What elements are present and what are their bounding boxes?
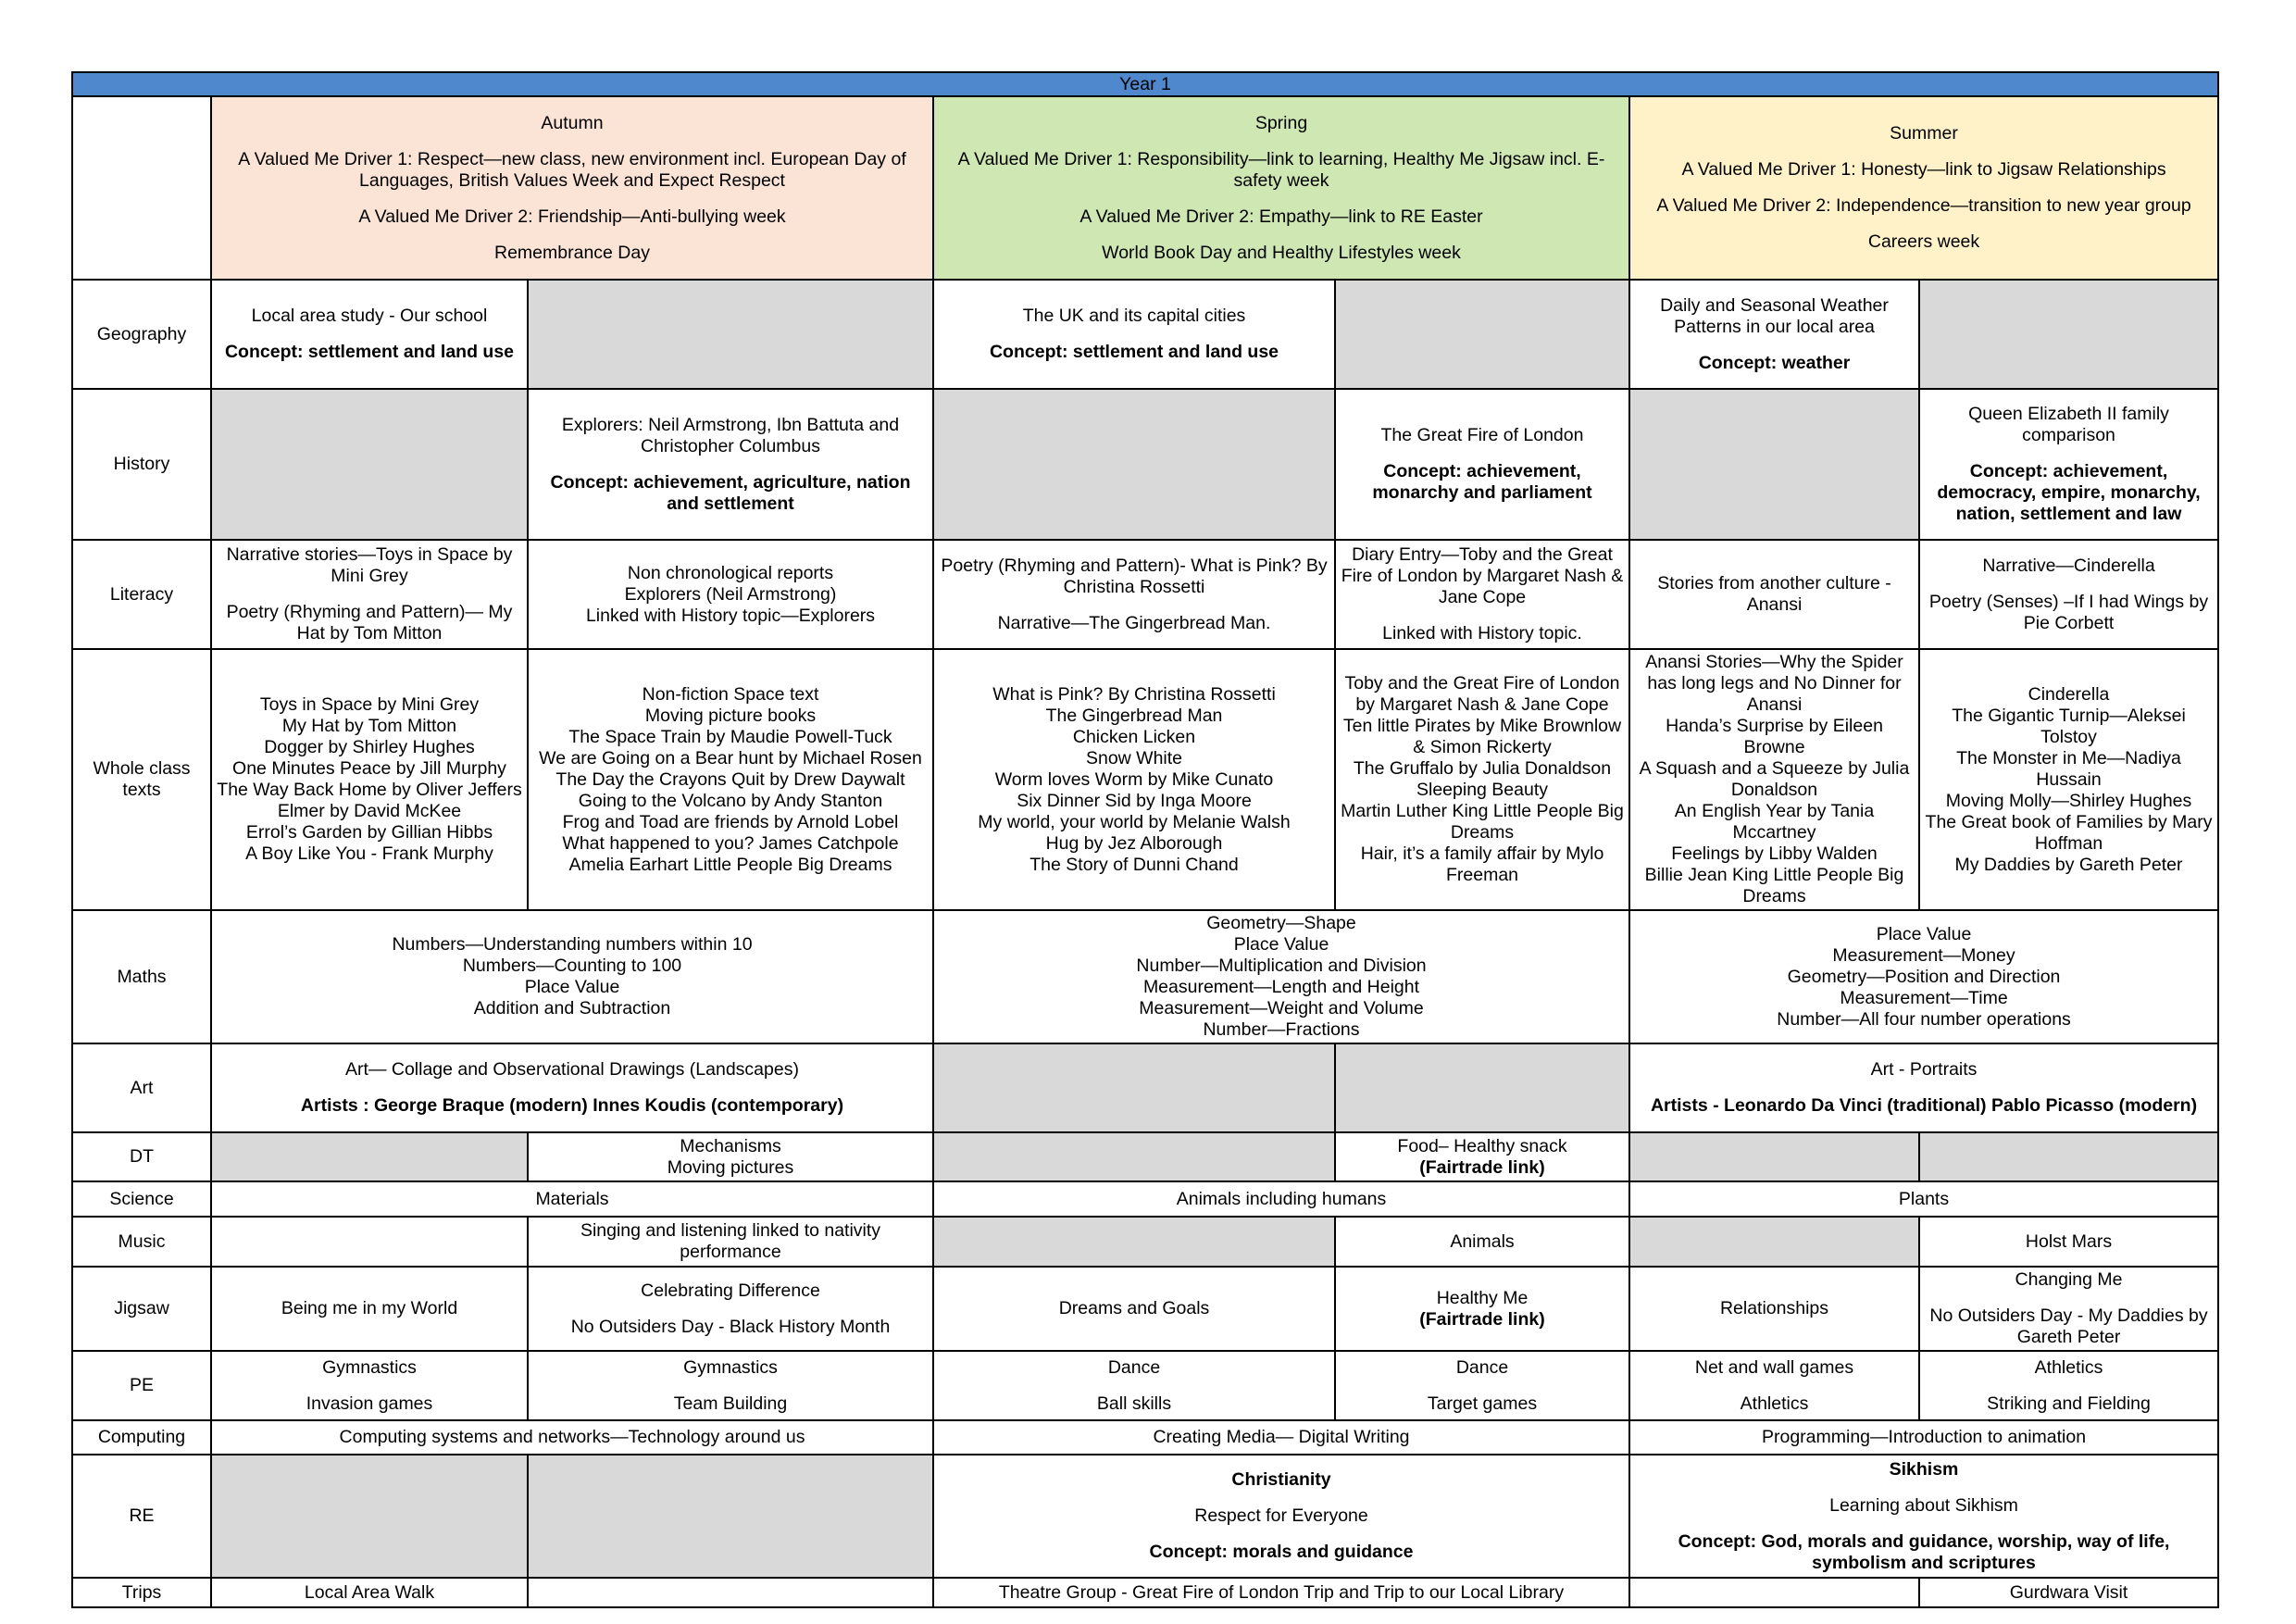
term-line: Careers week [1867,231,1980,252]
maths-spring [933,910,1629,1043]
book-title: My Hat by Tom Mitton [281,716,457,736]
concept-text: Concept: God, morals and guidance, worship, way of life, symbolism and scriptures [1678,1530,2170,1573]
curriculum-table [71,71,2219,1608]
literacy-autumn2 [528,540,933,649]
book-title: The Gingerbread Man [1045,705,1223,726]
term-line: A Valued Me Driver 1: Respect—new class, new environment incl. European Day of Languages, British Values Week and Expect Respect [238,148,906,191]
geography-row [72,280,2218,389]
book-title: What is Pink? By Christina Rossetti [992,683,1276,705]
literacy-row [72,540,2218,649]
texts-summer2 [1919,649,2218,910]
book-title: Billie Jean King Little People Big Dreams [1644,865,1904,906]
term-line: World Book Day and Healthy Lifestyles week [1102,242,1461,263]
cell-line: Measurement—Weight and Volume [1139,998,1424,1018]
re-title: Sikhism [1889,1458,1959,1480]
book-title: An English Year by Tania Mccartney [1674,801,1875,843]
cell-text: Linked with History topic. [1382,623,1582,643]
cell-line: Numbers—Understanding numbers within 10 [392,934,753,955]
cell-text: Narrative—Cinderella [1982,555,2155,576]
empty-cell [1629,1132,1919,1181]
science-row [72,1181,2218,1217]
empty-cell [528,280,933,389]
cell-text: Learning about Sikhism [1829,1494,2018,1516]
geography-autumn1 [211,280,528,389]
empty-cell [933,1132,1335,1181]
cell-line: Place Value [1876,923,1972,944]
empty-cell [1629,1217,1919,1267]
cell-text: Diary Entry—Toby and the Great Fire of London by Margaret Nash & Jane Cope [1341,544,1624,607]
row-label: History [72,389,211,540]
row-label: DT [72,1132,211,1181]
book-title: Hug by Jez Alborough [1045,832,1223,854]
cell-text: Queen Elizabeth II family comparison [1968,404,2169,445]
book-title: Non-fiction Space text [642,683,819,705]
cell-text: Dance [1455,1356,1509,1378]
row-label: Jigsaw [72,1267,211,1351]
re-spring [933,1455,1629,1578]
dt-spring2 [1335,1132,1629,1181]
dt-autumn2 [528,1132,933,1181]
literacy-spring1 [933,540,1335,649]
cell-text: Striking and Fielding [1987,1393,2151,1414]
cell-text: Target games [1427,1393,1538,1414]
row-label: Literacy [72,540,211,649]
book-title: Toys in Space by Mini Grey [259,694,480,715]
jigsaw-summer1: Relationships [1629,1267,1919,1351]
re-title: Christianity [1231,1469,1331,1490]
computing-summer: Programming—Introduction to animation [1629,1420,2218,1455]
book-title: Snow White [1085,747,1183,768]
term-header-row [72,96,2218,280]
science-spring: Animals including humans [933,1181,1629,1217]
cell-line: Place Value [1233,934,1329,955]
book-title: One Minutes Peace by Jill Murphy [232,758,506,779]
cell-text: Dance [1107,1356,1161,1378]
book-title: Hair, it’s a family affair by Mylo Freeman [1360,843,1604,885]
pe-spring1 [933,1351,1335,1420]
science-summer: Plants [1629,1181,2218,1217]
corner-cell [72,96,211,280]
cell-text: Net and wall games [1694,1356,1854,1378]
term-line: A Valued Me Driver 1: Honesty—link to Jigsaw Relationships [1681,159,2166,180]
cell-line: Explorers (Neil Armstrong) [624,583,837,605]
empty-cell [211,1455,528,1578]
empty-cell [1629,389,1919,540]
book-title: Frog and Toad are friends by Arnold Lobel [562,811,899,832]
texts-spring1 [933,649,1335,910]
row-label: Music [72,1217,211,1267]
row-label: PE [72,1351,211,1420]
term-line: A Valued Me Driver 1: Responsibility—link to learning, Healthy Me Jigsaw incl. E-safety week [957,148,1605,191]
literacy-summer2 [1919,540,2218,649]
concept-text: Concept: morals and guidance [1149,1542,1414,1562]
artists-text: Artists : George Braque (modern) Innes Koudis (contemporary) [300,1095,844,1116]
empty-cell [1919,280,2218,389]
cell-text: The UK and its capital cities [1022,306,1246,326]
cell-text: Stories from another culture - Anansi [1657,573,1891,615]
cell-text: Gymnastics [683,1356,778,1378]
empty-cell [1629,1578,1919,1607]
concept-text: Concept: settlement and land use [224,342,515,362]
book-title: The Story of Dunni Chand [1029,854,1239,875]
texts-summer1 [1629,649,1919,910]
literacy-spring2 [1335,540,1629,649]
pe-autumn2 [528,1351,933,1420]
row-label: Computing [72,1420,211,1455]
music-autumn2: Singing and listening linked to nativity performance [528,1217,933,1267]
cell-line: Number—Fractions [1203,1019,1360,1040]
cell-text: Local area study - Our school [251,306,488,326]
cell-text: Poetry (Rhyming and Pattern)— My Hat by Tom Mitton [226,602,513,643]
cell-line: Geometry—Position and Direction [1787,966,2061,987]
history-spring2 [1335,389,1629,540]
cell-text: Gymnastics [322,1356,417,1378]
cell-text: No Outsiders Day - My Daddies by Gareth Peter [1929,1305,2208,1347]
geography-spring1 [933,280,1335,389]
cell-line: Healthy Me [1436,1287,1529,1308]
book-title: The Day the Crayons Quit by Drew Daywalt [555,768,905,790]
book-title: Anansi Stories—Why the Spider has long legs and No Dinner for Anansi [1645,652,1903,715]
book-title: Martin Luther King Little People Big Dreams [1341,801,1624,843]
concept-text: Concept: weather [1698,352,1851,373]
book-title: Worm loves Worm by Mike Cunato [994,768,1274,790]
term-line: Remembrance Day [494,242,650,263]
fairtrade-note: (Fairtrade link) [1419,1308,1545,1330]
term-line: A Valued Me Driver 2: Friendship—Anti-bullying week [358,206,786,227]
concept-text: Concept: achievement, democracy, empire, monarchy, nation, settlement and law [1937,461,2201,524]
book-title: My Daddies by Gareth Peter [1954,854,2183,875]
texts-autumn1 [211,649,528,910]
cell-text: Athletics [1740,1393,1809,1414]
fairtrade-note: (Fairtrade link) [1419,1156,1545,1178]
cell-text: Changing Me [2015,1269,2123,1290]
pe-spring2 [1335,1351,1629,1420]
empty-cell [1335,280,1629,389]
row-label: Trips [72,1578,211,1607]
re-row [72,1455,2218,1578]
literacy-autumn1 [211,540,528,649]
row-label: Geography [72,280,211,389]
jigsaw-autumn2 [528,1267,933,1351]
cell-line: Food– Healthy snack [1397,1135,1567,1156]
book-title: Six Dinner Sid by Inga Moore [1017,790,1252,811]
year-title: Year 1 [72,72,2218,96]
book-title: The Monster in Me—Nadiya Hussain [1956,747,2181,790]
book-title: Cinderella [2028,683,2110,705]
trips-summer2: Gurdwara Visit [1919,1578,2218,1607]
cell-text: Art - Portraits [1870,1059,1978,1080]
cell-line: Measurement—Time [1840,987,2008,1008]
computing-spring: Creating Media— Digital Writing [933,1420,1629,1455]
cell-text: Narrative—The Gingerbread Man. [997,612,1271,633]
empty-cell [933,389,1335,540]
re-summer [1629,1455,2218,1578]
jigsaw-spring1: Dreams and Goals [933,1267,1335,1351]
music-summer2: Holst Mars [1919,1217,2218,1267]
term-name: Spring [1254,112,1308,133]
music-row [72,1217,2218,1267]
empty-cell [528,1455,933,1578]
cell-text: Ball skills [1096,1393,1172,1414]
book-title: Going to the Volcano by Andy Stanton [578,790,883,811]
science-autumn: Materials [211,1181,933,1217]
term-name: Summer [1890,123,1958,144]
texts-autumn2 [528,649,933,910]
cell-line: Number—All four number operations [1777,1008,2071,1030]
maths-summer [1629,910,2218,1043]
empty-cell [1335,1043,1629,1132]
dt-row [72,1132,2218,1181]
cell-text: Athletics [2034,1356,2103,1378]
book-title: Ten little Pirates by Mike Brownlow & Simon Rickerty [1342,716,1622,757]
empty-cell [1919,1132,2218,1181]
row-label: RE [72,1455,211,1578]
pe-summer1 [1629,1351,1919,1420]
trips-row [72,1578,2218,1607]
book-title: Elmer by David McKee [277,801,462,821]
term-spring [933,96,1629,280]
maths-autumn [211,910,933,1043]
jigsaw-autumn1: Being me in my World [211,1267,528,1351]
pe-summer2 [1919,1351,2218,1420]
cell-line: Geometry—Shape [1206,913,1356,933]
geography-summer1 [1629,280,1919,389]
cell-line: Moving pictures [667,1156,794,1178]
book-title: Errol’s Garden by Gillian Hibbs [245,822,493,843]
cell-line: Mechanisms [680,1135,781,1156]
computing-autumn: Computing systems and networks—Technology around us [211,1420,933,1455]
empty-cell [211,1217,528,1267]
cell-line: Measurement—Money [1832,944,2015,966]
concept-text: Concept: achievement, agriculture, nation and settlement [550,471,911,514]
book-title: Handa’s Surprise by Eileen Browne [1666,716,1883,757]
cell-text: Narrative stories—Toys in Space by Mini Grey [226,544,513,586]
cell-text: Invasion games [306,1393,433,1414]
cell-line: Place Value [524,977,620,997]
artists-text: Artists - Leonardo Da Vinci (traditional) Pablo Picasso (modern) [1650,1095,2198,1116]
row-label: Art [72,1043,211,1132]
empty-cell [933,1217,1335,1267]
history-row [72,389,2218,540]
book-title: Toby and the Great Fire of London by Margaret Nash & Jane Cope [1344,673,1620,715]
book-title: Moving Molly—Shirley Hughes [1945,790,2192,811]
cell-text: Team Building [673,1393,788,1414]
book-title: Dogger by Shirley Hughes [264,737,475,757]
cell-line: Non chronological reports [627,562,834,583]
cell-text: Explorers: Neil Armstrong, Ibn Battuta and Christopher Columbus [561,414,900,456]
trips-spring: Theatre Group - Great Fire of London Trip and Trip to our Local Library [933,1578,1629,1607]
year-header-row [72,72,2218,96]
texts-spring2 [1335,649,1629,910]
row-label: Whole class texts [72,649,211,910]
jigsaw-spring2 [1335,1267,1629,1351]
book-title: The Gigantic Turnip—Aleksei Tolstoy [1952,705,2186,747]
empty-cell [528,1578,933,1607]
art-row [72,1043,2218,1132]
cell-line: Measurement—Length and Height [1142,977,1420,997]
art-autumn [211,1043,933,1132]
cell-text: The Great Fire of London [1380,425,1584,445]
empty-cell [933,1043,1335,1132]
term-line: A Valued Me Driver 2: Independence—transition to new year group [1656,195,2191,216]
art-summer [1629,1043,2218,1132]
computing-row [72,1420,2218,1455]
trips-autumn1: Local Area Walk [211,1578,528,1607]
book-title: The Space Train by Maudie Powell-Tuck [568,726,892,747]
book-title: A Boy Like You - Frank Murphy [245,843,493,864]
concept-text: Concept: achievement, monarchy and parliament [1372,461,1592,503]
book-title: My world, your world by Melanie Walsh [978,811,1291,832]
cell-line: Addition and Subtraction [473,998,671,1018]
term-line: A Valued Me Driver 2: Empathy—link to RE Easter [1079,206,1483,227]
cell-text: Art— Collage and Observational Drawings (Landscapes) [345,1059,799,1080]
cell-line: Linked with History topic—Explorers [585,605,876,626]
pe-autumn1 [211,1351,528,1420]
book-title: The Great book of Families by Mary Hoffman [1925,811,2213,854]
music-spring2: Animals [1335,1217,1629,1267]
row-label: Maths [72,910,211,1043]
jigsaw-summer2 [1919,1267,2218,1351]
jigsaw-row [72,1267,2218,1351]
book-title: A Squash and a Squeeze by Julia Donaldson [1639,758,1910,800]
book-title: Amelia Earhart Little People Big Dreams [568,854,892,875]
cell-text: Respect for Everyone [1194,1505,1368,1526]
book-title: Moving picture books [644,705,817,726]
cell-text: Daily and Seasonal Weather Patterns in our local area [1660,294,1889,337]
maths-row [72,910,2218,1043]
book-title: What happened to you? James Catchpole [562,832,899,854]
history-autumn2 [528,389,933,540]
empty-cell [211,1132,528,1181]
pe-row [72,1351,2218,1420]
whole-class-texts-row [72,649,2218,910]
empty-cell [211,389,528,540]
cell-text: Celebrating Difference [641,1280,820,1301]
book-title: We are Going on a Bear hunt by Michael Rosen [539,747,922,768]
cell-line: Numbers—Counting to 100 [462,956,682,976]
book-title: Feelings by Libby Walden [1671,843,1878,864]
cell-line: Number—Multiplication and Division [1136,956,1427,976]
cell-text: Poetry (Rhyming and Pattern)- What is Pink? By Christina Rossetti [941,555,1328,597]
cell-text: No Outsiders Day - Black History Month [570,1316,891,1337]
term-autumn [211,96,933,280]
history-summer2 [1919,389,2218,540]
literacy-summer1 [1629,540,1919,649]
concept-text: Concept: settlement and land use [989,342,1279,362]
term-summer [1629,96,2218,280]
book-title: The Way Back Home by Oliver Jeffers [217,780,522,800]
row-label: Science [72,1181,211,1217]
book-title: Chicken Licken [1072,726,1196,747]
book-title: The Gruffalo by Julia Donaldson [1353,758,1612,779]
book-title: Sleeping Beauty [1416,780,1549,800]
term-name: Autumn [541,112,604,133]
cell-text: Poetry (Senses) –If I had Wings by Pie Corbett [1928,591,2209,633]
